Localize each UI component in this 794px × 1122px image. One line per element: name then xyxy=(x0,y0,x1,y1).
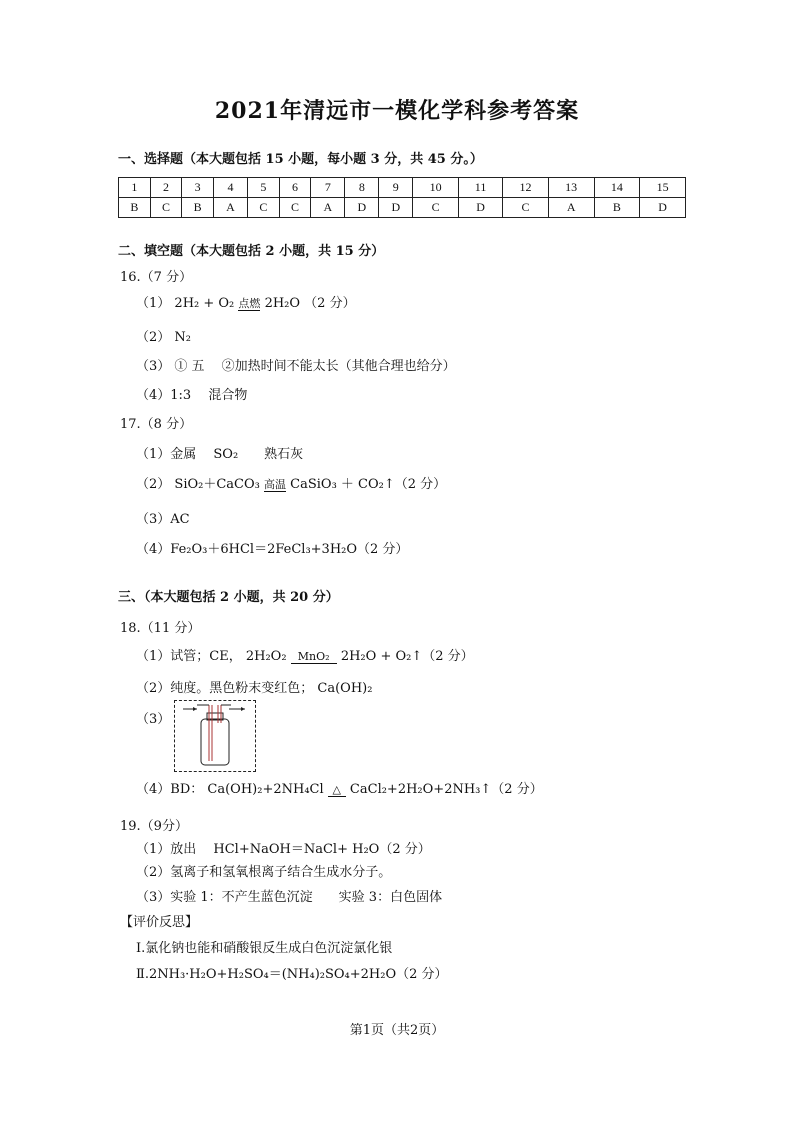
q17-label: 17.（8 分） xyxy=(120,417,193,432)
answer-table-number-row xyxy=(119,178,686,198)
q18-a4-condition: △ xyxy=(328,784,346,797)
answer-cell: C xyxy=(503,198,549,218)
q18-a4-reactants: Ca(OH)₂+2NH₄Cl xyxy=(207,782,324,797)
q17-answer-1: （1）金属 SO₂ 熟石灰 xyxy=(136,447,304,462)
q18-a1-index: （1）试管；CE， xyxy=(136,649,246,664)
question-number-cell: 9 xyxy=(379,178,413,198)
question-number-cell: 4 xyxy=(214,178,248,198)
q17-a2-index: （2） xyxy=(136,477,171,492)
answer-cell: D xyxy=(345,198,379,218)
answer-cell: D xyxy=(640,198,686,218)
page-footer: 第1页（共2页） xyxy=(349,1023,445,1038)
question-number-cell: 5 xyxy=(248,178,280,198)
q16-a1-reactants: 2H₂ + O₂ xyxy=(174,296,235,311)
q18-answer-1 xyxy=(136,645,474,664)
answer-cell: A xyxy=(548,198,594,218)
question-number-cell: 8 xyxy=(345,178,379,198)
q16-answer-3: （3） ① 五 ②加热时间不能太长（其他合理也给分） xyxy=(136,359,456,374)
q19-label: 19.（9分） xyxy=(120,819,188,834)
q16-answer-4: （4）1:3 混合物 xyxy=(136,388,248,403)
question-number-cell: 15 xyxy=(640,178,686,198)
q18-a1-products: 2H₂O + O₂↑（2 分） xyxy=(340,649,474,664)
gas-bottle-apparatus-figure xyxy=(174,700,256,772)
answer-table-answer-row xyxy=(119,198,686,218)
answer-cell: A xyxy=(214,198,248,218)
q17-a2-condition: 高温 xyxy=(264,478,287,491)
q16-answer-1 xyxy=(136,292,356,311)
answer-cell: C xyxy=(413,198,459,218)
question-number-cell: 12 xyxy=(503,178,549,198)
section2-heading: 二、填空题（本大题包括 2 小题，共 15 分） xyxy=(118,244,385,259)
q18-answer-3: （3） xyxy=(136,712,171,727)
answer-cell: C xyxy=(279,198,311,218)
question-number-cell: 3 xyxy=(182,178,214,198)
question-number-cell: 10 xyxy=(413,178,459,198)
question-number-cell: 13 xyxy=(548,178,594,198)
answer-cell: B xyxy=(594,198,640,218)
answer-cell: C xyxy=(248,198,280,218)
question-number-cell: 1 xyxy=(119,178,151,198)
q19-reflect-2: Ⅱ.2NH₃·H₂O+H₂SO₄＝(NH₄)₂SO₄+2H₂O（2 分） xyxy=(136,967,448,982)
q16-a1-products: 2H₂O （2 分） xyxy=(264,296,356,311)
q17-answer-2 xyxy=(136,473,446,492)
q16-label: 16.（7 分） xyxy=(120,270,193,285)
q18-answer-2: （2）纯度。黑色粉末变红色； Ca(OH)₂ xyxy=(136,681,373,696)
q16-a1-condition: 点燃 xyxy=(238,297,261,310)
q19-answer-2: （2）氢离子和氢氧根离子结合生成水分子。 xyxy=(136,865,392,880)
question-number-cell: 11 xyxy=(458,178,502,198)
q19-reflect-1: Ⅰ.氯化钠也能和硝酸银反生成白色沉淀氯化银 xyxy=(136,941,393,956)
q19-reflect-heading: 【评价反思】 xyxy=(120,915,199,930)
section3-heading: 三、（本大题包括 2 小题，共 20 分） xyxy=(118,590,339,605)
answer-cell: B xyxy=(182,198,214,218)
question-number-cell: 6 xyxy=(279,178,311,198)
q18-a4-products: CaCl₂+2H₂O+2NH₃↑（2 分） xyxy=(349,782,543,797)
question-number-cell: 7 xyxy=(311,178,345,198)
question-number-cell: 14 xyxy=(594,178,640,198)
q18-a1-condition: MnO₂ xyxy=(291,651,337,664)
question-number-cell: 2 xyxy=(150,178,182,198)
answer-cell: B xyxy=(119,198,151,218)
answer-table xyxy=(118,177,686,218)
answer-cell: A xyxy=(311,198,345,218)
gas-bottle-icon xyxy=(175,701,255,771)
q17-answer-4: （4）Fe₂O₃＋6HCl＝2FeCl₃+3H₂O（2 分） xyxy=(136,542,409,557)
page-title: 2021年清远市一模化学科参考答案 xyxy=(214,98,580,124)
q19-answer-3: （3）实验 1：不产生蓝色沉淀 实验 3：白色固体 xyxy=(136,890,443,905)
q17-a2-products: CaSiO₃ ＋ CO₂↑（2 分） xyxy=(290,477,447,492)
q16-answer-2: （2） N₂ xyxy=(136,330,191,345)
q18-a4-index: （4）BD： xyxy=(136,782,204,797)
q18-label: 18.（11 分） xyxy=(120,621,201,636)
q17-answer-3: （3）AC xyxy=(136,512,190,527)
answer-cell: C xyxy=(150,198,182,218)
answer-cell: D xyxy=(458,198,502,218)
q18-a1-reactants: 2H₂O₂ xyxy=(245,649,287,664)
q16-a1-index: （1） xyxy=(136,296,171,311)
answer-cell: D xyxy=(379,198,413,218)
q19-answer-1: （1）放出 HCl+NaOH＝NaCl+ H₂O（2 分） xyxy=(136,842,431,857)
q17-a2-reactants: SiO₂＋CaCO₃ xyxy=(174,477,260,492)
q18-answer-4 xyxy=(136,778,543,797)
section1-heading: 一、选择题（本大题包括 15 小题，每小题 3 分，共 45 分。） xyxy=(118,152,483,167)
